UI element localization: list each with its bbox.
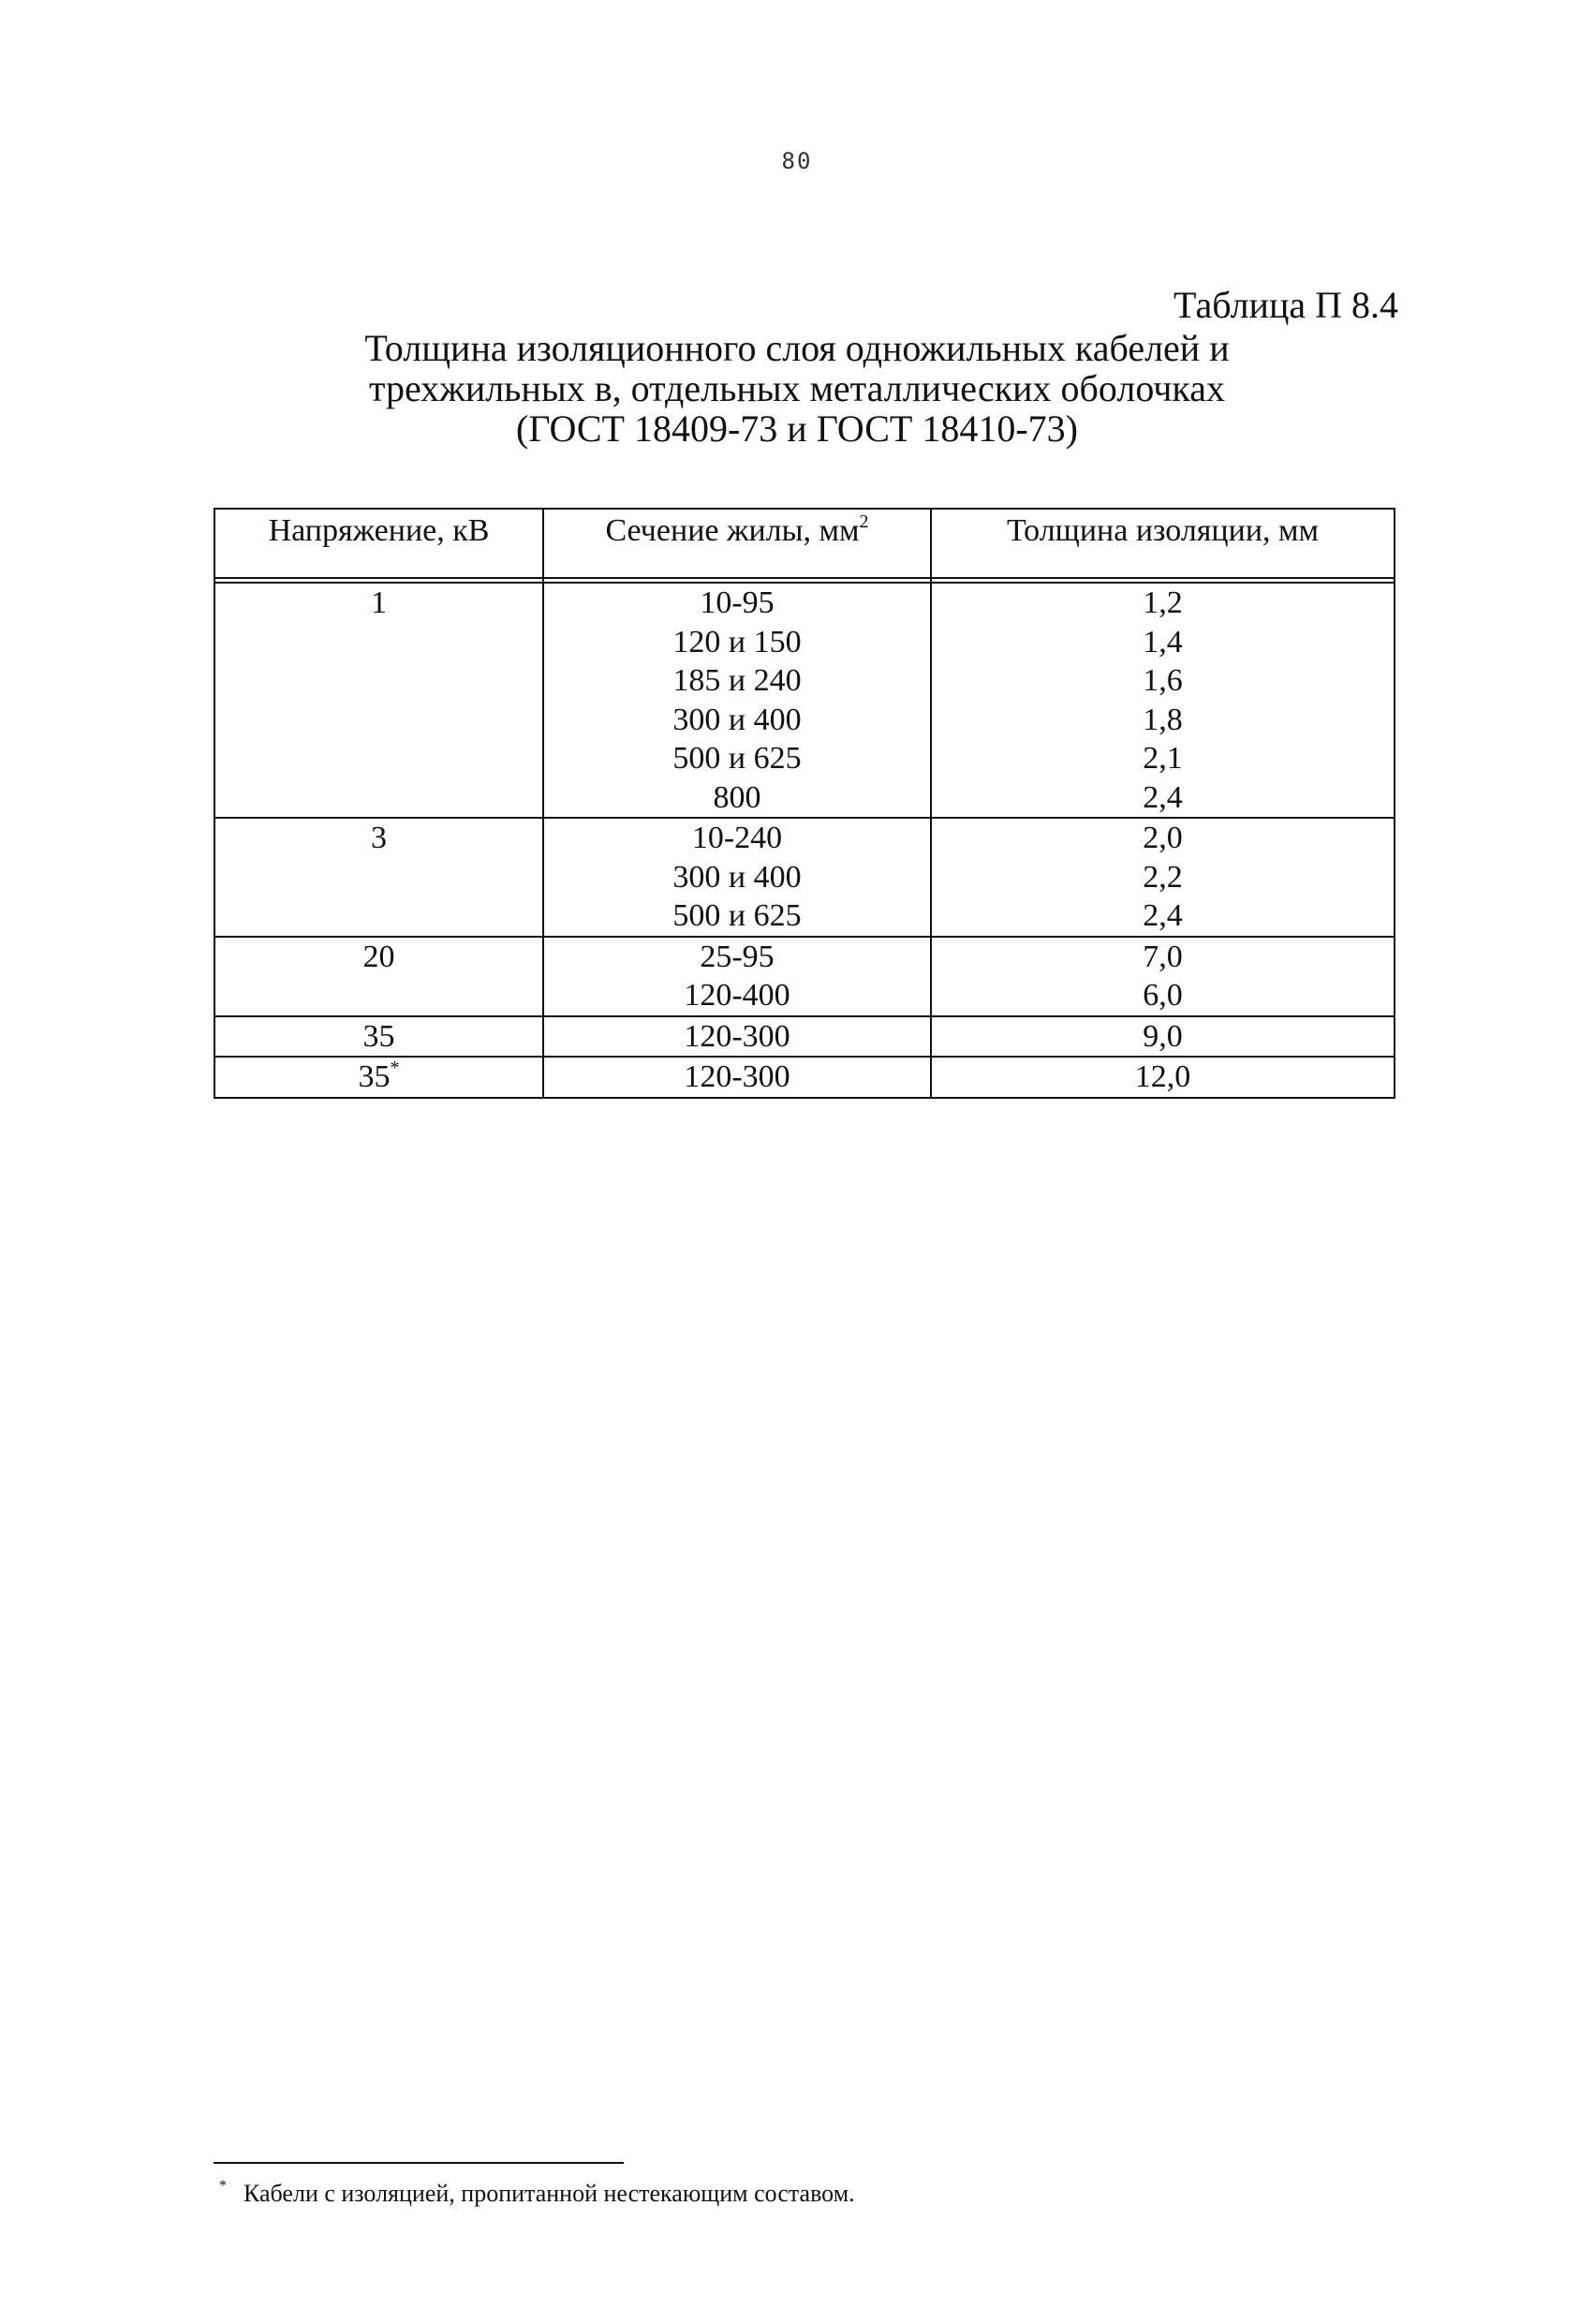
thickness-cell [931,1016,1395,1058]
voltage-cell [214,937,543,1016]
section-value: 500 и 625 [672,741,802,776]
header-section-superscript: 2 [859,511,869,532]
table-label: Таблица П 8.4 [1173,284,1398,326]
section-value: 800 [713,779,761,815]
table-row [214,1057,1395,1098]
voltage-cell [214,583,543,818]
thickness-value: 2,0 [1143,821,1183,855]
voltage-value: 35 [358,1059,391,1094]
voltage-footnote-mark: * [390,1058,400,1078]
voltage-cell [214,1057,543,1098]
table-row [214,1016,1395,1058]
footnote [219,2178,855,2208]
voltage-value: 35 [362,1018,395,1054]
thickness-value: 6,0 [1143,978,1183,1013]
footnote-mark: * [219,2178,227,2194]
thickness-value: 2,4 [1143,779,1183,815]
caption-line: (ГОСТ 18409-73 и ГОСТ 18410-73) [516,407,1078,450]
section-value: 120-300 [684,1059,790,1094]
section-value: 10-240 [691,821,783,855]
section-cell [543,1057,931,1098]
section-cell [543,583,931,818]
table-row [214,818,1395,937]
caption-line: трехжильных в, отдельных металлических оболочках [368,367,1225,409]
thickness-value: 1,4 [1143,624,1183,659]
page-number: 80 [781,148,813,174]
thickness-value: 12,0 [1134,1059,1191,1094]
thickness-value: 2,2 [1143,859,1183,895]
voltage-value-wrap [215,1058,542,1097]
section-value: 300 и 400 [672,859,802,895]
section-value: 120-300 [684,1018,790,1054]
section-value: 500 и 625 [672,898,802,933]
thickness-value: 1,8 [1143,702,1183,737]
thickness-value: 2,1 [1143,741,1183,776]
section-value: 10-95 [700,585,775,620]
header-section [543,509,931,578]
voltage-cell [214,1016,543,1058]
thickness-value: 7,0 [1143,939,1183,974]
thickness-value: 9,0 [1143,1018,1183,1054]
table-header-row [214,509,1395,578]
section-value: 120 и 150 [672,624,802,659]
section-value: 120-400 [684,978,790,1013]
insulation-table [214,508,1395,1099]
header-section-label: Сечение жилы, мм [605,513,860,548]
section-value: 185 и 240 [672,663,802,698]
caption-line: Толщина изоляционного слоя одножильных кабелей и [364,327,1230,369]
section-cell [543,937,931,1016]
header-thickness: Толщина изоляции, мм [931,509,1395,578]
section-value: 25-95 [700,939,775,974]
section-cell [543,818,931,937]
table-caption [213,328,1381,449]
footnote-text: Кабели с изоляцией, пропитанной нестекающим составом. [244,2180,855,2207]
thickness-cell [931,818,1395,937]
voltage-value: 3 [371,821,387,855]
voltage-value: 20 [362,939,395,974]
header-voltage: Напряжение, кВ [214,509,543,578]
voltage-cell [214,818,543,937]
table-row [214,937,1395,1016]
footnote-rule [214,2162,624,2164]
thickness-cell [931,937,1395,1016]
section-cell [543,1016,931,1058]
thickness-cell [931,1057,1395,1098]
table-row [214,583,1395,818]
voltage-value: 1 [371,585,387,620]
thickness-cell [931,583,1395,818]
section-value: 300 и 400 [672,702,802,737]
thickness-value: 2,4 [1143,898,1183,933]
thickness-value: 1,2 [1143,585,1183,620]
thickness-value: 1,6 [1143,663,1183,698]
